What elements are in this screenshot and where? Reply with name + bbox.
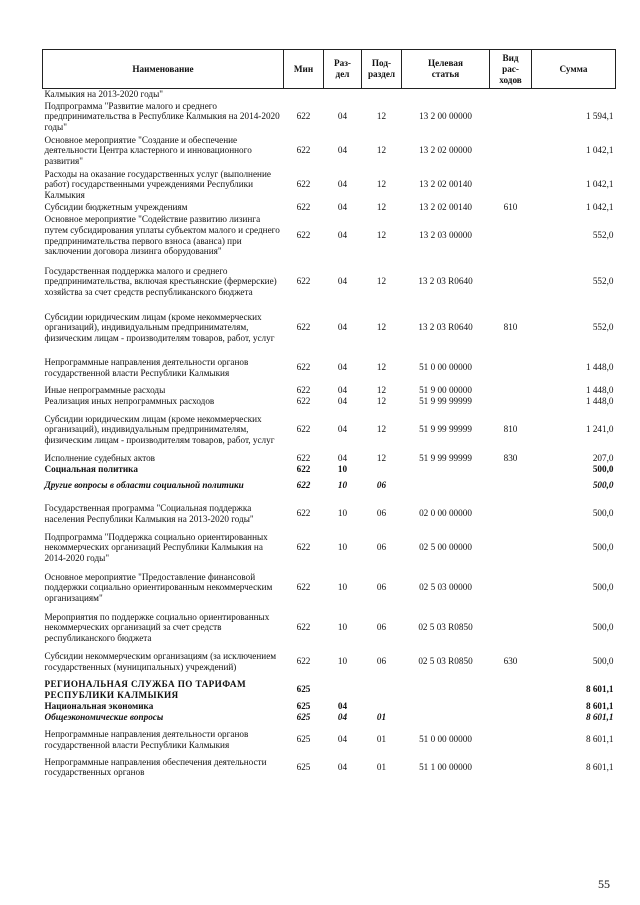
row-min: 622 bbox=[296, 230, 311, 241]
row-podrazdel bbox=[362, 464, 402, 475]
row-vid-rashodov: 810 bbox=[503, 322, 518, 333]
table-row bbox=[43, 464, 616, 475]
row-min bbox=[284, 89, 324, 100]
row-vid-rashodov bbox=[490, 565, 532, 611]
row-cel-statya: 51 9 99 99999 bbox=[419, 452, 472, 463]
row-min: 622 bbox=[296, 384, 311, 395]
row-summa: 207,0 bbox=[592, 452, 614, 463]
table-row bbox=[43, 611, 616, 645]
row-summa: 1 241,0 bbox=[585, 424, 614, 435]
row-podrazdel: 06 bbox=[376, 508, 387, 519]
row-cel-statya: 13 2 00 00000 bbox=[419, 111, 472, 122]
row-summa: 500,0 bbox=[592, 508, 614, 519]
row-podrazdel: 01 bbox=[376, 734, 387, 745]
row-podrazdel: 12 bbox=[376, 230, 387, 241]
table-row bbox=[43, 701, 616, 712]
row-razdel: 04 bbox=[337, 711, 348, 722]
row-cel-statya: 13 2 02 00140 bbox=[419, 179, 472, 190]
row-podrazdel: 12 bbox=[376, 145, 387, 156]
row-podrazdel: 01 bbox=[376, 761, 387, 772]
row-min: 622 bbox=[296, 480, 311, 491]
table-row bbox=[43, 723, 616, 757]
table-row bbox=[43, 351, 616, 385]
table-row bbox=[43, 565, 616, 611]
row-vid-rashodov bbox=[490, 396, 532, 407]
header-name: Наименование bbox=[43, 50, 284, 89]
row-cel-statya: 13 2 03 00000 bbox=[419, 230, 472, 241]
row-podrazdel: 12 bbox=[376, 201, 387, 212]
row-name: Реализация иных непрограммных расходов bbox=[44, 395, 215, 406]
row-razdel: 04 bbox=[337, 201, 348, 212]
row-razdel: 04 bbox=[337, 761, 348, 772]
header-vid-rashodov: Вид рас- ходов bbox=[490, 50, 532, 89]
row-vid-rashodov bbox=[490, 712, 532, 723]
table-row bbox=[43, 531, 616, 565]
row-razdel: 10 bbox=[337, 463, 348, 474]
row-vid-rashodov bbox=[490, 723, 532, 757]
row-podrazdel: 01 bbox=[376, 711, 387, 722]
table-row bbox=[43, 645, 616, 679]
row-summa: 500,0 bbox=[592, 582, 614, 593]
row-podrazdel bbox=[362, 679, 402, 701]
row-min: 622 bbox=[296, 276, 311, 287]
row-vid-rashodov: 630 bbox=[503, 656, 518, 667]
row-razdel: 04 bbox=[337, 452, 348, 463]
row-cel-statya bbox=[402, 701, 490, 712]
row-razdel: 04 bbox=[337, 276, 348, 287]
row-podrazdel bbox=[362, 89, 402, 100]
row-summa: 8 601,1 bbox=[585, 711, 614, 722]
row-vid-rashodov bbox=[490, 757, 532, 778]
table-row bbox=[43, 89, 616, 100]
row-summa: 552,0 bbox=[592, 276, 614, 287]
page-number: 55 bbox=[598, 877, 610, 891]
row-summa: 500,0 bbox=[592, 480, 614, 491]
row-vid-rashodov bbox=[490, 168, 532, 202]
row-razdel: 10 bbox=[337, 656, 348, 667]
row-min: 622 bbox=[296, 322, 311, 333]
row-min: 622 bbox=[296, 424, 311, 435]
row-min: 622 bbox=[296, 622, 311, 633]
table-row bbox=[43, 385, 616, 396]
row-cel-statya: 02 0 00 00000 bbox=[419, 508, 472, 519]
table-row bbox=[43, 168, 616, 202]
row-podrazdel: 12 bbox=[376, 452, 387, 463]
row-podrazdel: 06 bbox=[376, 582, 387, 593]
row-name: Калмыкия на 2013-2020 годы" bbox=[44, 89, 164, 99]
row-vid-rashodov: 610 bbox=[503, 201, 518, 212]
row-name: Государственная программа "Социальная поддержка населения Республики Калмыкия на 2013-2020 годы" bbox=[44, 503, 254, 524]
row-min: 625 bbox=[296, 761, 311, 772]
row-name: Мероприятия по поддержке социально ориентированных некоммерческих организаций за счет средств республиканского бюджета bbox=[44, 611, 270, 643]
table-header-row bbox=[43, 50, 616, 89]
row-razdel bbox=[324, 679, 362, 701]
header-cel-statya: Целевая статья bbox=[402, 50, 490, 89]
row-min: 622 bbox=[296, 145, 311, 156]
row-vid-rashodov bbox=[490, 497, 532, 531]
row-name: Другие вопросы в области социальной политики bbox=[44, 480, 244, 491]
row-vid-rashodov: 810 bbox=[503, 424, 518, 435]
table-row bbox=[43, 100, 616, 134]
row-summa: 8 601,1 bbox=[585, 684, 614, 695]
row-razdel: 10 bbox=[337, 542, 348, 553]
row-cel-statya: 02 5 03 R0850 bbox=[418, 622, 473, 633]
row-min: 622 bbox=[296, 179, 311, 190]
row-podrazdel: 06 bbox=[376, 542, 387, 553]
table-row bbox=[43, 396, 616, 407]
header-summa: Сумма bbox=[532, 50, 616, 89]
row-cel-statya: 02 5 00 00000 bbox=[419, 542, 472, 553]
row-min: 622 bbox=[296, 452, 311, 463]
row-cel-statya bbox=[402, 475, 490, 497]
row-vid-rashodov bbox=[490, 213, 532, 259]
row-podrazdel: 12 bbox=[376, 179, 387, 190]
row-name: РЕГИОНАЛЬНАЯ СЛУЖБА ПО ТАРИФАМ РЕСПУБЛИКИ КАЛМЫКИЯ bbox=[44, 679, 247, 700]
row-summa: 500,0 bbox=[592, 463, 614, 474]
table-row bbox=[43, 712, 616, 723]
row-razdel: 04 bbox=[337, 230, 348, 241]
table-row bbox=[43, 497, 616, 531]
row-summa: 1 042,1 bbox=[585, 145, 614, 156]
row-razdel: 04 bbox=[337, 384, 348, 395]
row-min: 625 bbox=[296, 734, 311, 745]
row-cel-statya: 51 0 00 00000 bbox=[419, 734, 472, 745]
row-vid-rashodov bbox=[490, 259, 532, 305]
row-min: 622 bbox=[296, 395, 311, 406]
row-name: Иные непрограммные расходы bbox=[44, 384, 166, 395]
row-podrazdel: 12 bbox=[376, 424, 387, 435]
row-cel-statya: 51 9 00 00000 bbox=[419, 384, 472, 395]
row-min: 622 bbox=[296, 111, 311, 122]
row-summa: 8 601,1 bbox=[585, 734, 614, 745]
row-cel-statya: 51 9 99 99999 bbox=[419, 424, 472, 435]
table-row bbox=[43, 407, 616, 453]
row-summa: 1 448,0 bbox=[585, 362, 614, 373]
row-summa: 500,0 bbox=[592, 622, 614, 633]
row-podrazdel: 12 bbox=[376, 111, 387, 122]
row-cel-statya: 02 5 03 00000 bbox=[419, 582, 472, 593]
row-name: Исполнение судебных актов bbox=[44, 452, 156, 463]
row-min: 622 bbox=[296, 201, 311, 212]
row-vid-rashodov bbox=[490, 531, 532, 565]
table-row bbox=[43, 757, 616, 778]
row-summa: 1 448,0 bbox=[585, 384, 614, 395]
table-row bbox=[43, 134, 616, 168]
row-razdel: 04 bbox=[337, 362, 348, 373]
row-name: Подпрограмма "Поддержка социально ориентированных некоммерческих организаций Республики Калмыкия на 2014-2020 годы" bbox=[44, 531, 268, 563]
row-summa: 8 601,1 bbox=[585, 761, 614, 772]
row-razdel: 10 bbox=[337, 508, 348, 519]
row-name: Субсидии бюджетным учреждениям bbox=[44, 201, 188, 212]
row-razdel: 04 bbox=[337, 111, 348, 122]
row-vid-rashodov bbox=[490, 679, 532, 701]
row-name: Расходы на оказание государственных услуг (выполнение работ) государственными учреждениями Республики Калмыкия bbox=[44, 168, 271, 200]
row-summa bbox=[532, 89, 616, 100]
row-vid-rashodov bbox=[490, 351, 532, 385]
row-min: 625 bbox=[296, 684, 311, 695]
table-row bbox=[43, 679, 616, 701]
row-podrazdel: 12 bbox=[376, 362, 387, 373]
row-name: Государственная поддержка малого и среднего предпринимательства, включая крестьянские (фермерские) хозяйства за счет средств республиканского бюджета bbox=[44, 265, 277, 297]
row-min: 622 bbox=[296, 362, 311, 373]
row-vid-rashodov bbox=[490, 100, 532, 134]
row-name: Основное мероприятие "Предоставление финансовой поддержки социально ориентированным некоммерческим организациям" bbox=[44, 571, 273, 603]
row-vid-rashodov bbox=[490, 464, 532, 475]
row-vid-rashodov bbox=[490, 134, 532, 168]
header-razdel: Раз- дел bbox=[324, 50, 362, 89]
row-name: Непрограммные направления деятельности органов государственной власти Республики Калмыкия bbox=[44, 729, 249, 750]
row-cel-statya: 51 0 00 00000 bbox=[419, 362, 472, 373]
row-cel-statya: 02 5 03 R0850 bbox=[418, 656, 473, 667]
row-razdel: 10 bbox=[337, 582, 348, 593]
row-min: 622 bbox=[296, 542, 311, 553]
row-vid-rashodov bbox=[490, 89, 532, 100]
row-vid-rashodov bbox=[490, 475, 532, 497]
row-razdel: 04 bbox=[337, 322, 348, 333]
row-vid-rashodov: 830 bbox=[503, 452, 518, 463]
row-min: 625 bbox=[296, 711, 311, 722]
row-cel-statya: 13 2 03 R0640 bbox=[418, 276, 473, 287]
row-podrazdel: 12 bbox=[376, 322, 387, 333]
row-summa: 500,0 bbox=[592, 656, 614, 667]
row-min: 622 bbox=[296, 582, 311, 593]
table-row bbox=[43, 305, 616, 351]
row-cel-statya bbox=[402, 679, 490, 701]
row-name: Непрограммные направления обеспечения деятельности государственных органов bbox=[44, 756, 267, 778]
row-cel-statya: 13 2 02 00140 bbox=[419, 201, 472, 212]
row-name: Социальная политика bbox=[44, 463, 138, 474]
row-podrazdel: 12 bbox=[376, 395, 387, 406]
row-podrazdel: 06 bbox=[376, 480, 387, 491]
table-row bbox=[43, 259, 616, 305]
row-podrazdel: 06 bbox=[376, 622, 387, 633]
table-body bbox=[43, 89, 616, 778]
row-podrazdel: 12 bbox=[376, 276, 387, 287]
budget-table bbox=[42, 49, 616, 778]
row-razdel: 04 bbox=[337, 734, 348, 745]
row-razdel: 04 bbox=[337, 700, 348, 711]
header-min: Мин bbox=[284, 50, 324, 89]
row-summa: 500,0 bbox=[592, 542, 614, 553]
row-name: Подпрограмма "Развитие малого и среднего предпринимательства в Республике Калмыкия на 2014-2020 годы" bbox=[44, 100, 280, 132]
row-summa: 552,0 bbox=[592, 322, 614, 333]
row-razdel: 10 bbox=[337, 622, 348, 633]
row-cel-statya: 51 9 99 99999 bbox=[419, 395, 472, 406]
table-row bbox=[43, 475, 616, 497]
row-podrazdel: 12 bbox=[376, 384, 387, 395]
row-name: Национальная экономика bbox=[44, 700, 154, 711]
table-row bbox=[43, 213, 616, 259]
row-min: 622 bbox=[296, 463, 311, 474]
table-row bbox=[43, 202, 616, 213]
row-razdel: 04 bbox=[337, 145, 348, 156]
row-summa: 552,0 bbox=[592, 230, 614, 241]
row-razdel: 10 bbox=[337, 480, 348, 491]
row-name: Основное мероприятие "Содействие развитию лизинга путем субсидирования уплаты субъектом малого и среднего предпринимательства первого взноса (аванса) при заключении договора лизинга оборудования" bbox=[44, 214, 280, 257]
row-vid-rashodov bbox=[490, 701, 532, 712]
row-name: Субсидии юридическим лицам (кроме некоммерческих организаций), индивидуальным предпринимателям, физическим лицам - производителям товаров, работ, услуг bbox=[44, 413, 275, 445]
row-summa: 1 042,1 bbox=[585, 179, 614, 190]
row-cel-statya bbox=[402, 89, 490, 100]
row-cel-statya: 51 1 00 00000 bbox=[419, 761, 472, 772]
row-summa: 1 594,1 bbox=[585, 111, 614, 122]
row-min: 625 bbox=[296, 700, 311, 711]
row-cel-statya bbox=[402, 712, 490, 723]
row-razdel: 04 bbox=[337, 424, 348, 435]
row-summa: 1 042,1 bbox=[585, 201, 614, 212]
header-podrazdel: Под- раздел bbox=[362, 50, 402, 89]
row-name: Субсидии юридическим лицам (кроме некоммерческих организаций), индивидуальным предпринимателям, физическим лицам - производителям товаров, работ, услуг bbox=[44, 311, 275, 343]
row-cel-statya: 13 2 02 00000 bbox=[419, 145, 472, 156]
row-cel-statya bbox=[402, 464, 490, 475]
row-name: Субсидии некоммерческим организациям (за исключением государственных (муниципальных) учреждений) bbox=[44, 651, 277, 672]
row-razdel bbox=[324, 89, 362, 100]
row-vid-rashodov bbox=[490, 611, 532, 645]
row-razdel: 04 bbox=[337, 179, 348, 190]
row-cel-statya: 13 2 03 R0640 bbox=[418, 322, 473, 333]
table-row bbox=[43, 453, 616, 464]
row-name: Общеэкономические вопросы bbox=[44, 711, 164, 722]
row-min: 622 bbox=[296, 656, 311, 667]
row-min: 622 bbox=[296, 508, 311, 519]
row-razdel: 04 bbox=[337, 395, 348, 406]
row-podrazdel bbox=[362, 701, 402, 712]
row-name: Непрограммные направления деятельности органов государственной власти Республики Калмыкия bbox=[44, 357, 249, 378]
row-summa: 1 448,0 bbox=[585, 395, 614, 406]
row-name: Основное мероприятие "Создание и обеспечение деятельности Центра кластерного и инновационного развития" bbox=[44, 134, 252, 166]
row-vid-rashodov bbox=[490, 385, 532, 396]
row-podrazdel: 06 bbox=[376, 656, 387, 667]
row-summa: 8 601,1 bbox=[585, 700, 614, 711]
